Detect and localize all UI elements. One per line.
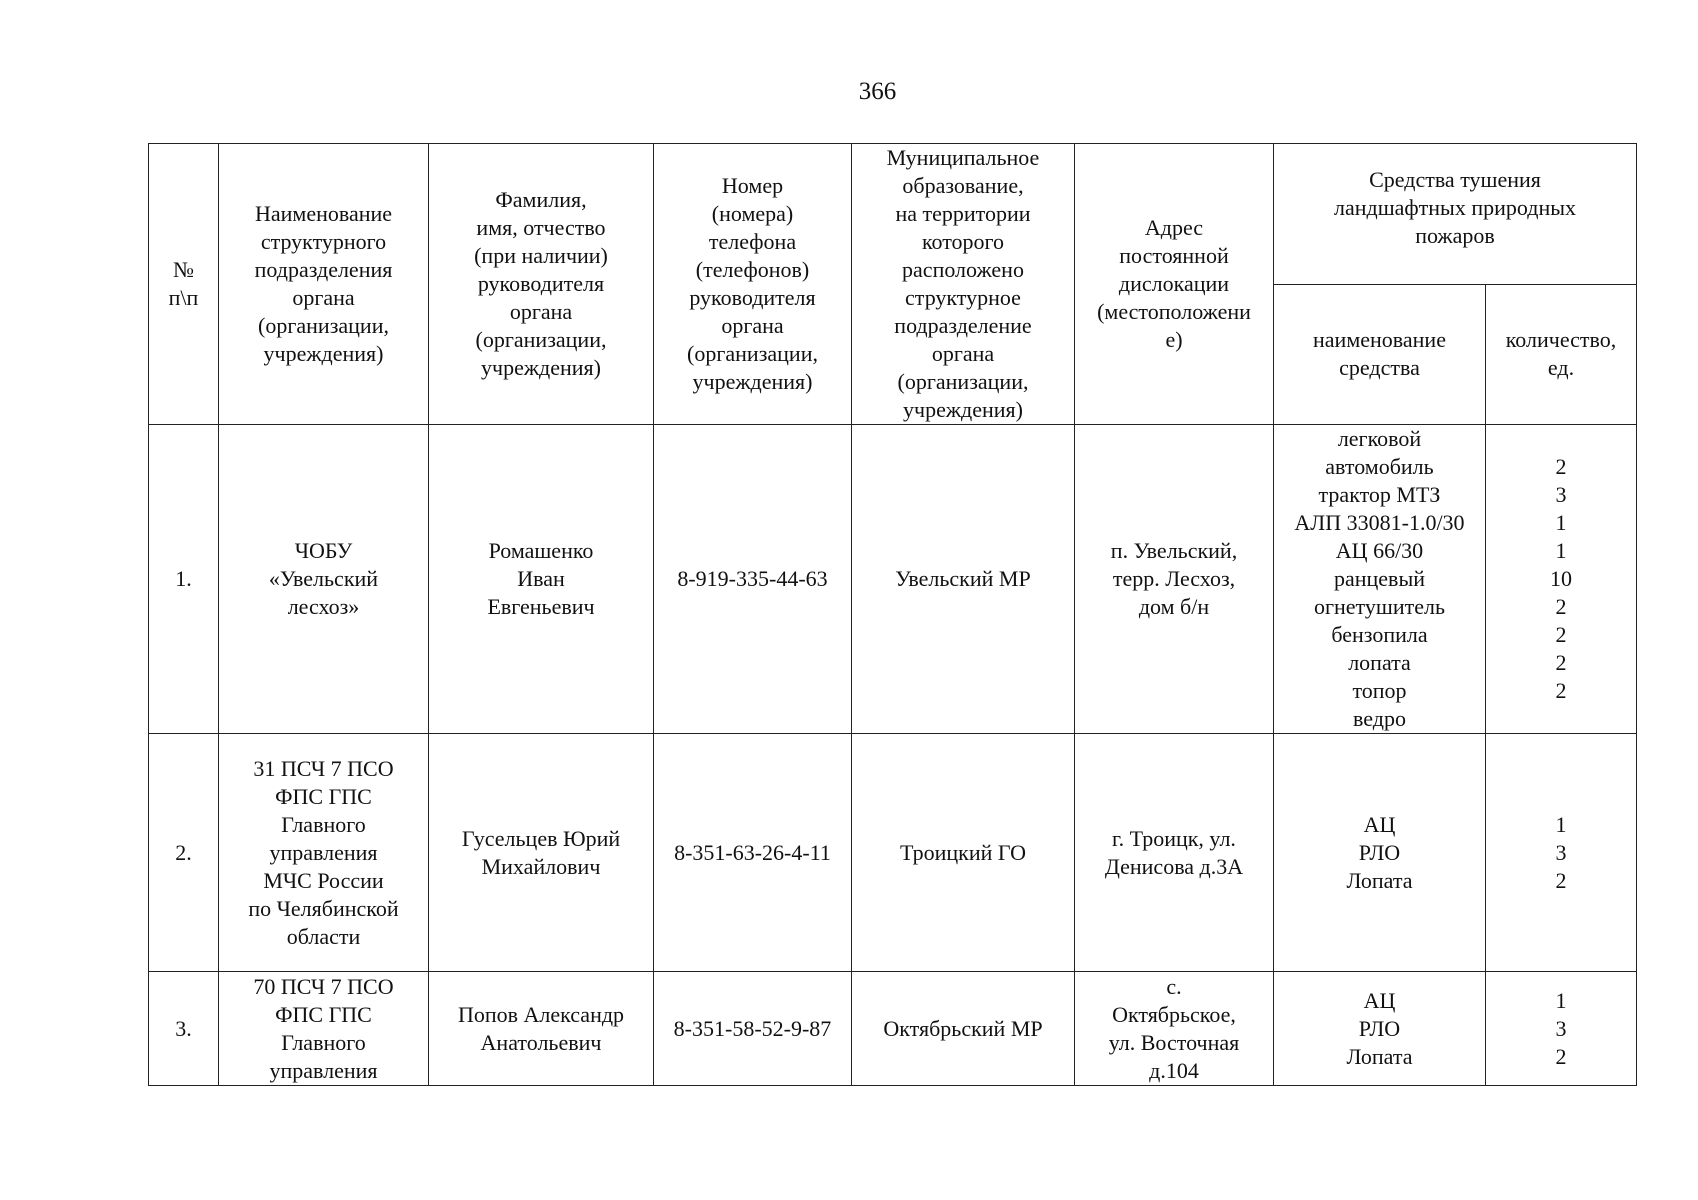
cell-address: с. Октябрьское, ул. Восточная д.104 (1075, 972, 1274, 1086)
header-means-qty: количество, ед. (1486, 284, 1637, 425)
cell-municipality: Троицкий ГО (852, 734, 1075, 972)
header-address: Адрес постоянной дислокации (местоположени е) (1075, 144, 1274, 425)
cell-phone: 8-919-335-44-63 (654, 425, 852, 734)
cell-unit: ЧОБУ «Увельский лесхоз» (219, 425, 429, 734)
cell-address: п. Увельский, терр. Лесхоз, дом б/н (1075, 425, 1274, 734)
header-num: № п\п (149, 144, 219, 425)
cell-municipality: Октябрьский МР (852, 972, 1075, 1086)
cell-phone: 8-351-58-52-9-87 (654, 972, 852, 1086)
header-unit: Наименование структурного подразделения органа (организации, учреждения) (219, 144, 429, 425)
cell-num: 1. (149, 425, 219, 734)
cell-head-name: Ромашенко Иван Евгеньевич (429, 425, 654, 734)
fire-means-table (148, 143, 1637, 1086)
header-means-group: Средства тушения ландшафтных природных пожаров (1274, 144, 1637, 285)
header-row (149, 144, 1637, 285)
cell-means-qty: 1 3 2 (1486, 972, 1637, 1086)
cell-means-name: АЦ РЛО Лопата (1274, 734, 1486, 972)
page-number: 366 (858, 78, 897, 105)
cell-num: 3. (149, 972, 219, 1086)
table-row (149, 734, 1637, 972)
header-phone: Номер (номера) телефона (телефонов) руководителя органа (организации, учреждения) (654, 144, 852, 425)
cell-means-qty: 1 3 2 (1486, 734, 1637, 972)
cell-phone: 8-351-63-26-4-11 (654, 734, 852, 972)
header-means-name: наименование средства (1274, 284, 1486, 425)
cell-means-qty: 2 3 1 1 10 2 2 2 2 (1486, 425, 1637, 734)
cell-municipality: Увельский МР (852, 425, 1075, 734)
cell-means-name: АЦ РЛО Лопата (1274, 972, 1486, 1086)
cell-unit: 31 ПСЧ 7 ПСО ФПС ГПС Главного управления МЧС России по Челябинской области (219, 734, 429, 972)
cell-head-name: Попов Александр Анатольевич (429, 972, 654, 1086)
header-head-name: Фамилия, имя, отчество (при наличии) руководителя органа (организации, учреждения) (429, 144, 654, 425)
cell-address: г. Троицк, ул. Денисова д.3А (1075, 734, 1274, 972)
cell-unit: 70 ПСЧ 7 ПСО ФПС ГПС Главного управления (219, 972, 429, 1086)
cell-means-name: легковой автомобиль трактор МТЗ АЛП 33081-1.0/30 АЦ 66/30 ранцевый огнетушитель бензопила лопата топор ведро (1274, 425, 1486, 734)
cell-num: 2. (149, 734, 219, 972)
header-municipality: Муниципальное образование, на территории которого расположено структурное подразделение органа (организации, учреждения) (852, 144, 1075, 425)
table-row (149, 972, 1637, 1086)
table-row (149, 425, 1637, 734)
cell-head-name: Гусельцев Юрий Михайлович (429, 734, 654, 972)
